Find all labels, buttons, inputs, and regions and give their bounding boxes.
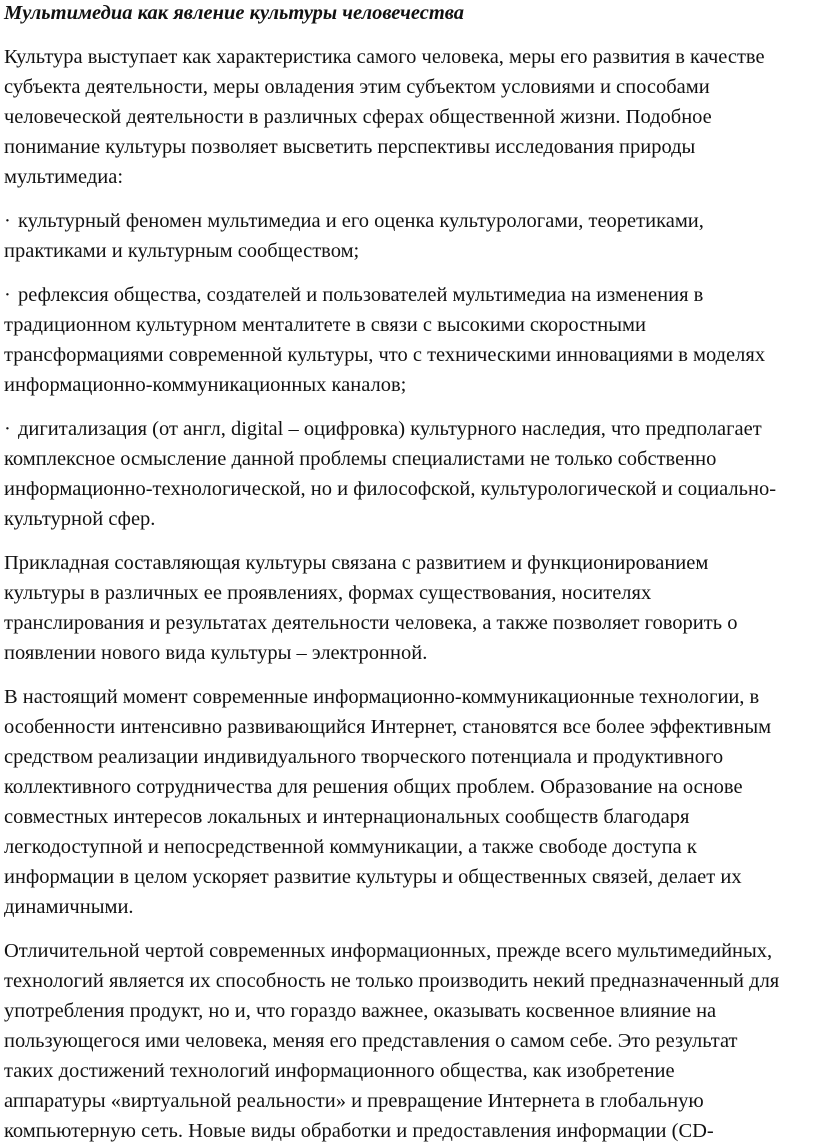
text-line: появлении нового вида культуры – электронной. <box>4 642 428 664</box>
text-line: трансформациями современной культуры, что с техническими инновациями в моделях <box>4 344 766 366</box>
text-line: Отличительной чертой современных информационных, прежде всего мультимедийных, <box>4 940 773 962</box>
text-line: особенности интенсивно развивающийся Интернет, становятся все более эффективным <box>4 716 772 738</box>
text-line: средством реализации индивидуального творческого потенциала и продуктивного <box>4 746 724 768</box>
text-line: коллективного сотрудничества для решения общих проблем. Образование на основе <box>4 776 743 798</box>
bullet-marker: · <box>4 418 11 440</box>
text-line: комплексное осмысление данной проблемы специалистами не только собственно <box>4 448 717 470</box>
bullet-item-1 <box>4 206 816 266</box>
text-line: дигитализация (от англ, digital – оцифровка) культурного наследия, что предполагает <box>18 418 762 440</box>
text-line: информационно-технологической, но и философской, культурологической и социально- <box>4 478 777 500</box>
text-line: таких достижений технологий информационного общества, как изобретение <box>4 1060 675 1082</box>
text-line: Прикладная составляющая культуры связана с развитием и функционированием <box>4 552 709 574</box>
text-line: аппаратуры «виртуальной реальности» и превращение Интернета в глобальную <box>4 1090 704 1112</box>
text-line: употребления продукт, но и, что гораздо важнее, оказывать косвенное влияние на <box>4 1000 717 1022</box>
paragraph-1 <box>4 42 816 192</box>
text-line: технологий является их способность не только производить некий предназначенный для <box>4 970 780 992</box>
bullet-marker: · <box>4 210 11 232</box>
text-line: понимание культуры позволяет высветить перспективы исследования природы <box>4 136 696 158</box>
text-line: культурный феномен мультимедиа и его оценка культурологами, теоретиками, <box>18 210 704 232</box>
bullet-marker: · <box>4 284 11 306</box>
text-line: практиками и культурным сообществом; <box>4 240 360 262</box>
text-line: информации в целом ускоряет развитие культуры и общественных связей, делает их <box>4 866 742 888</box>
paragraph-3 <box>4 682 816 922</box>
bullet-item-2 <box>4 280 816 400</box>
text-line: компьютерную сеть. Новые виды обработки и предоставления информации (CD- <box>4 1120 714 1142</box>
text-line: культуры в различных ее проявлениях, формах существования, носителях <box>4 582 652 604</box>
text-line: человеческой деятельности в различных сферах общественной жизни. Подобное <box>4 106 712 128</box>
text-line: традиционном культурном менталитете в связи с высокими скоростными <box>4 314 646 336</box>
text-line: пользующегося ими человека, меняя его представления о самом себе. Это результат <box>4 1030 738 1052</box>
text-line: В настоящий момент современные информационно-коммуникационные технологии, в <box>4 686 760 708</box>
paragraph-2 <box>4 548 816 668</box>
paragraph-4 <box>4 936 816 1146</box>
text-line: совместных интересов локальных и интернациональных сообществ благодаря <box>4 806 690 828</box>
text-line: легкодоступной и непосредственной коммуникации, а также свободе доступа к <box>4 836 697 858</box>
text-line: субъекта деятельности, меры овладения этим субъектом условиями и способами <box>4 76 710 98</box>
text-line: культурной сфер. <box>4 508 156 530</box>
text-line: информационно-коммуникационных каналов; <box>4 374 407 396</box>
bullet-item-3 <box>4 414 816 534</box>
text-line: транслирования и результатах деятельности человека, а также позволяет говорить о <box>4 612 738 634</box>
text-line: динамичными. <box>4 896 134 918</box>
text-line: рефлексия общества, создателей и пользователей мультимедиа на изменения в <box>18 284 704 306</box>
document-title: Мультимедиа как явление культуры человечества <box>4 2 465 24</box>
text-line: Культура выступает как характеристика самого человека, меры его развития в качестве <box>4 46 765 68</box>
text-line: мультимедиа: <box>4 166 124 188</box>
